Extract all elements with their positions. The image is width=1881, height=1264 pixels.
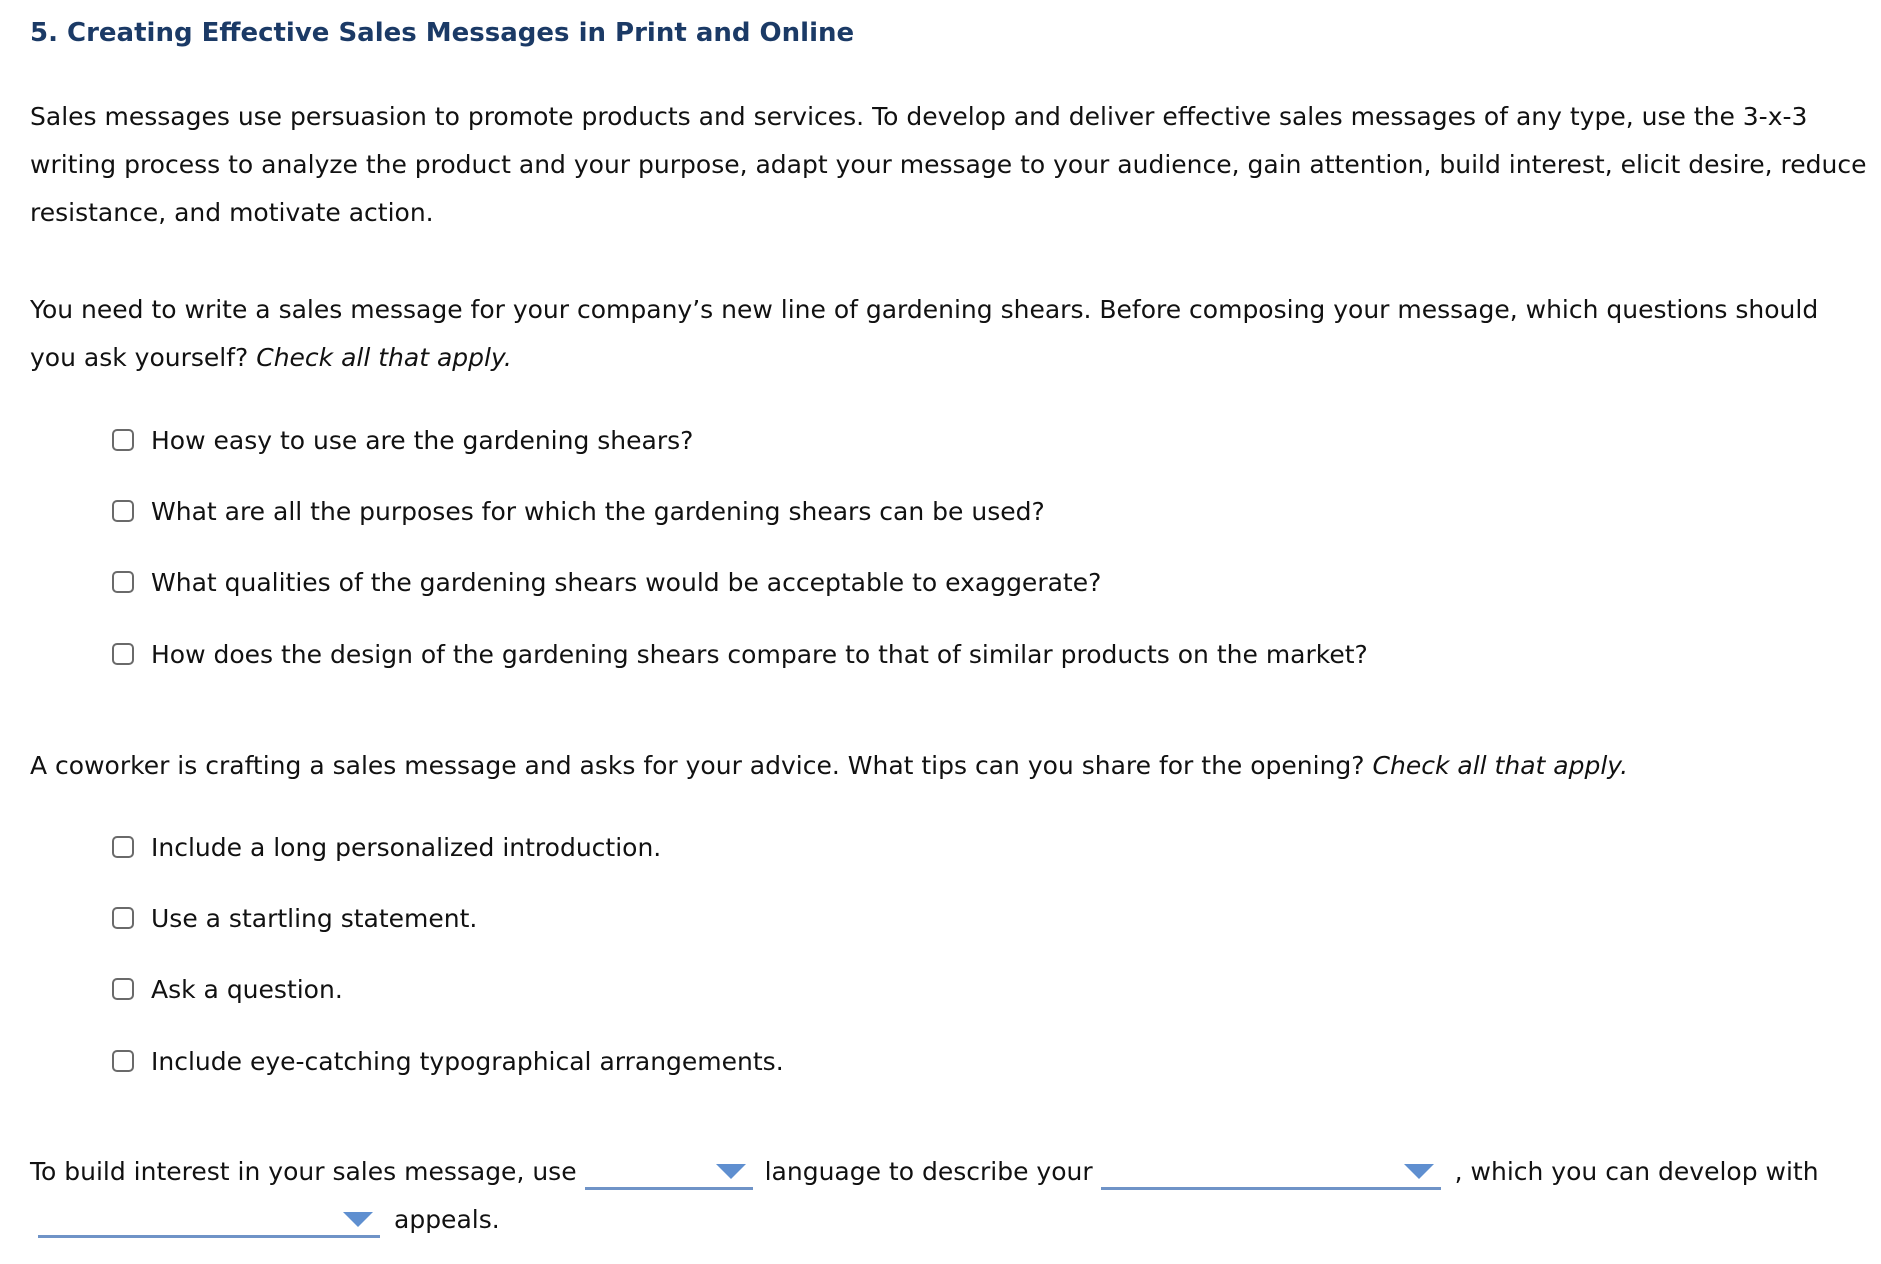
q3-text-1: To build interest in your sales message, use — [30, 1157, 577, 1186]
q1-option-label[interactable]: What are all the purposes for which the gardening shears can be used? — [151, 496, 1045, 526]
q1-option-label[interactable]: What qualities of the gardening shears would be acceptable to exaggerate? — [151, 567, 1102, 597]
chevron-down-icon[interactable] — [716, 1164, 746, 1179]
q1-option-4[interactable] — [112, 637, 1368, 671]
describe-dropdown[interactable] — [1101, 1153, 1441, 1190]
q2-option-label[interactable]: Include a long personalized introduction. — [151, 832, 662, 862]
q1-option-label[interactable]: How does the design of the gardening shears compare to that of similar products on the market? — [151, 639, 1368, 669]
q1-option-2[interactable] — [112, 494, 1045, 528]
checkbox-icon[interactable] — [112, 500, 134, 522]
chevron-down-icon[interactable] — [1404, 1164, 1434, 1179]
checkbox-icon[interactable] — [112, 978, 134, 1000]
q1-option-label[interactable]: How easy to use are the gardening shears? — [151, 425, 694, 455]
q3-text-4: appeals. — [394, 1205, 500, 1234]
checkbox-icon[interactable] — [112, 1050, 134, 1072]
q3-sentence — [30, 1148, 1870, 1244]
appeals-dropdown[interactable] — [38, 1201, 380, 1238]
q1-prompt — [30, 286, 1870, 382]
checkbox-icon[interactable] — [112, 643, 134, 665]
q2-option-4[interactable] — [112, 1044, 784, 1078]
chevron-down-icon[interactable] — [343, 1212, 373, 1227]
q2-option-label[interactable]: Use a startling statement. — [151, 903, 478, 933]
checkbox-icon[interactable] — [112, 836, 134, 858]
page-title: 5. Creating Effective Sales Messages in Print and Online — [30, 18, 855, 48]
checkbox-icon[interactable] — [112, 571, 134, 593]
checkbox-icon[interactable] — [112, 429, 134, 451]
q3-text-3: , which you can develop with — [1454, 1157, 1819, 1186]
q2-instruction: Check all that apply. — [1372, 751, 1629, 780]
q1-prompt-text: You need to write a sales message for your company’s new line of gardening shears. Before composing your message, which questions should you ask yourself? — [30, 295, 1819, 372]
q2-prompt — [30, 742, 1870, 790]
checkbox-icon[interactable] — [112, 907, 134, 929]
q2-option-1[interactable] — [112, 830, 661, 864]
q1-option-3[interactable] — [112, 565, 1101, 599]
q3-text-2: language to describe your — [764, 1157, 1093, 1186]
language-dropdown[interactable] — [585, 1153, 753, 1190]
q1-option-1[interactable] — [112, 423, 693, 457]
intro-paragraph: Sales messages use persuasion to promote products and services. To develop and deliver effective sales messages of any type, use the 3-x-3 writing process to analyze the product and your purpose, adapt your message to your audience, gain attention, build interest, elicit desire, reduce resistance, and motivate action. — [30, 102, 1867, 227]
q1-instruction: Check all that apply. — [256, 343, 512, 372]
q2-prompt-text: A coworker is crafting a sales message and asks for your advice. What tips can you share for the opening? — [30, 751, 1365, 780]
q2-option-label[interactable]: Ask a question. — [151, 974, 343, 1004]
q2-option-2[interactable] — [112, 901, 477, 935]
q2-option-3[interactable] — [112, 972, 343, 1006]
q2-option-label[interactable]: Include eye-catching typographical arrangements. — [151, 1046, 784, 1076]
